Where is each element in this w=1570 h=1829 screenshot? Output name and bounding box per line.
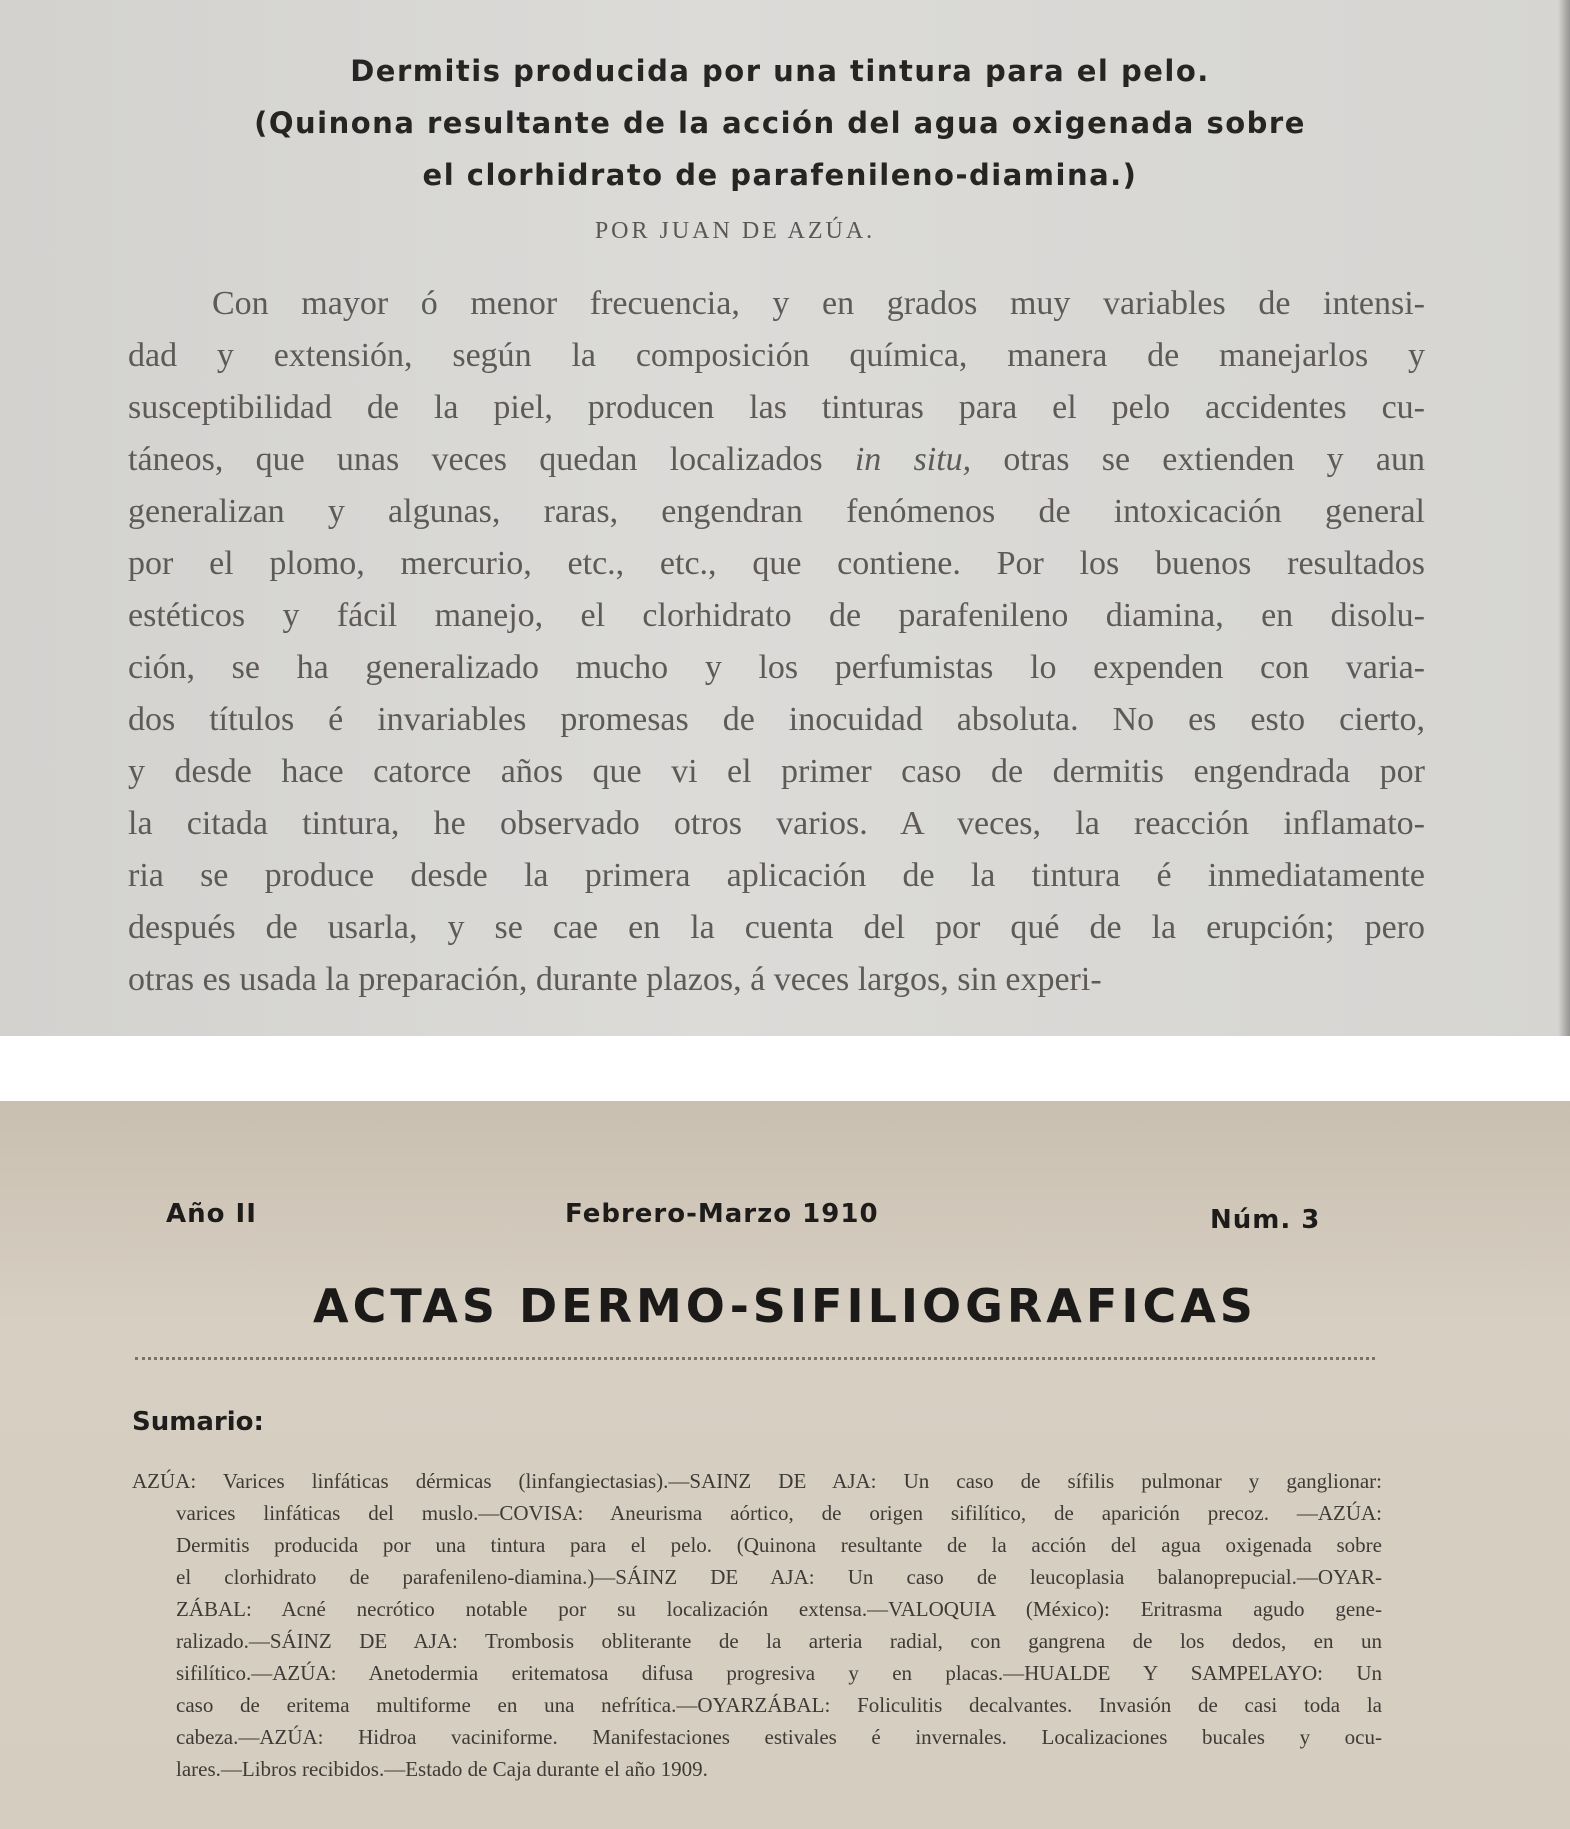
sumario-line-3: Dermitis producida por una tintura para el pelo. (Quinona resultante de la acción del agua oxigenada sobre — [176, 1533, 1382, 1557]
article-title-line-2: (Quinona resultante de la acción del agua oxigenada sobre — [254, 106, 1306, 140]
body-line-4-end: otras se extienden y aun — [1003, 441, 1426, 478]
sumario-line-4: el clorhidrato de parafenileno-diamina.)—SÁINZ DE AJA: Un caso de leucoplasia balanoprepucial.—OYAR- — [176, 1565, 1382, 1589]
body-line-6: por el plomo, mercurio, etc., etc., que contiene. Por los buenos resultados — [128, 545, 1425, 582]
page-edge-shadow — [1558, 0, 1570, 1036]
sumario-line-6: ralizado.—SÁINZ DE AJA: Trombosis obliterante de la arteria radial, con gangrena de los dedos, en un — [176, 1629, 1382, 1653]
body-line-2: dad y extensión, según la composición química, manera de manejarlos y — [128, 337, 1425, 374]
journal-cover-scan — [0, 1101, 1570, 1829]
sumario-line-9: cabeza.—AZÚA: Hidroa vaciniforme. Manifestaciones estivales é invernales. Localizaciones bucales y ocu- — [176, 1725, 1382, 1749]
body-line-5: generalizan y algunas, raras, engendran fenómenos de intoxicación general — [128, 493, 1425, 530]
body-line-4-start: táneos, que unas veces quedan localizados — [128, 441, 823, 478]
body-line-10: y desde hace catorce años que vi el primer caso de dermitis engendrada por — [128, 753, 1425, 790]
article-title-line-1: Dermitis producida por una tintura para el pelo. — [350, 54, 1210, 88]
body-line-1: Con mayor ó menor frecuencia, y en grados muy variables de intensi- — [212, 285, 1425, 322]
body-line-8: ción, se ha generalizado mucho y los perfumistas lo expenden con varia- — [128, 649, 1425, 686]
sumario-heading: Sumario: — [132, 1407, 264, 1437]
body-line-13: después de usarla, y se cae en la cuenta del por qué de la erupción; pero — [128, 909, 1425, 946]
sumario-line-8: caso de eritema multiforme en una nefrítica.—OYARZÁBAL: Foliculitis decalvantes. Invasión de casi toda la — [176, 1693, 1382, 1717]
latin-term: in situ, — [854, 441, 972, 478]
body-line-12: ria se produce desde la primera aplicación de la tintura é inmediatamente — [128, 857, 1425, 894]
sumario-line-10: lares.—Libros recibidos.—Estado de Caja durante el año 1909. — [176, 1757, 708, 1781]
body-line-11: la citada tintura, he observado otros varios. A veces, la reacción inflamato- — [128, 805, 1425, 842]
article-title-line-3: el clorhidrato de parafenileno-diamina.) — [422, 158, 1138, 192]
sumario-line-1: AZÚA: Varices linfáticas dérmicas (linfangiectasias).—SAINZ DE AJA: Un caso de sífilis pulmonar y ganglionar: — [132, 1469, 1382, 1493]
sumario-line-2: varices linfáticas del muslo.—COVISA: Aneurisma aórtico, de origen sifilítico, de aparición precoz. —AZÚA: — [176, 1501, 1382, 1525]
body-line-7: estéticos y fácil manejo, el clorhidrato de parafenileno diamina, en disolu- — [128, 597, 1425, 634]
article-byline: POR JUAN DE AZÚA. — [594, 218, 876, 244]
body-line-3: susceptibilidad de la piel, producen las tinturas para el pelo accidentes cu- — [128, 389, 1425, 426]
sumario-line-5: ZÁBAL: Acné necrótico notable por su localización extensa.—VALOQUIA (México): Eritrasma agudo gene- — [176, 1597, 1382, 1621]
title-divider — [135, 1357, 1375, 1360]
body-line-4 — [128, 440, 1425, 480]
journal-number: Núm. 3 — [1210, 1205, 1321, 1235]
sumario-line-7: sifilítico.—AZÚA: Anetodermia eritematosa difusa progresiva y en placas.—HUALDE Y SAMPELAYO: Un — [176, 1661, 1382, 1685]
body-line-14: otras es usada la preparación, durante plazos, á veces largos, sin experi- — [128, 961, 1102, 998]
journal-year: Año II — [166, 1199, 257, 1229]
journal-title: ACTAS DERMO-SIFILIOGRAFICAS — [313, 1279, 1257, 1333]
journal-date: Febrero-Marzo 1910 — [565, 1199, 879, 1229]
body-line-9: dos títulos é invariables promesas de inocuidad absoluta. No es esto cierto, — [128, 701, 1425, 738]
